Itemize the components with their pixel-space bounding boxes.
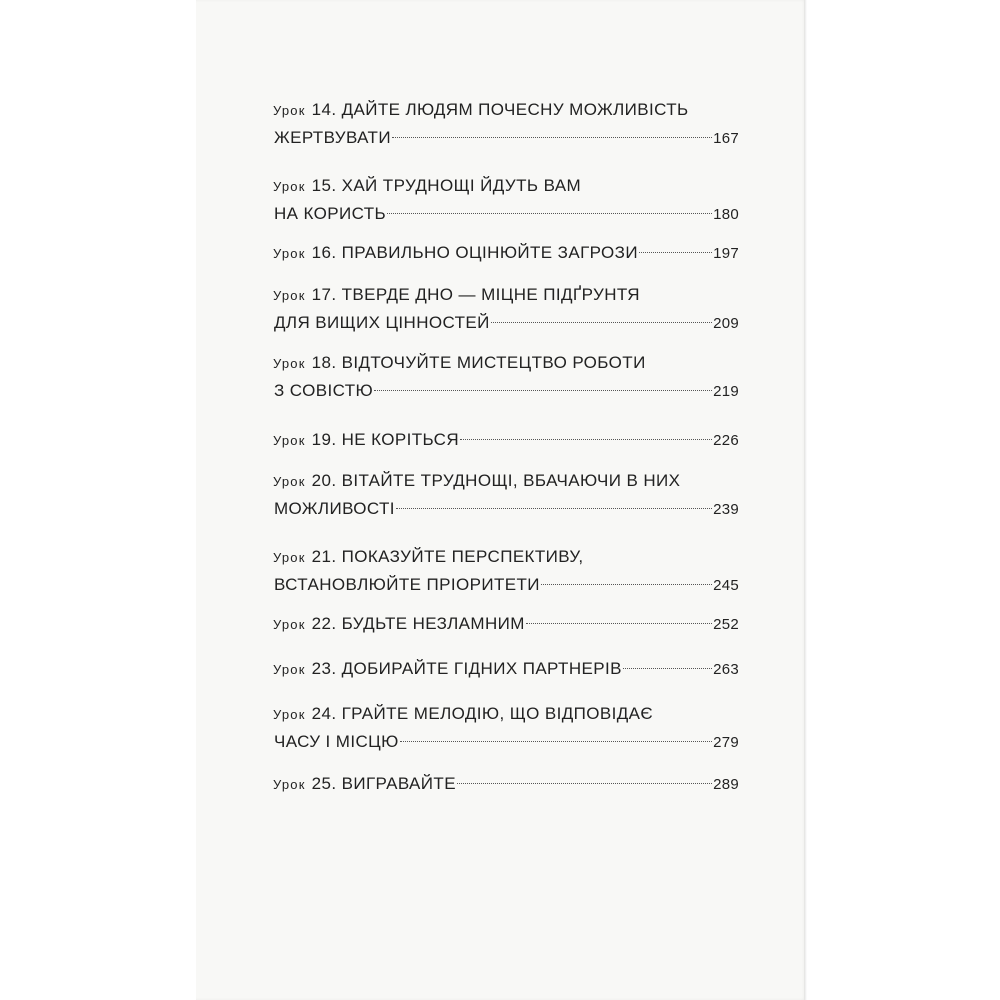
lesson-title-line2: МОЖЛИВОСТІ (274, 499, 395, 518)
dot-leader (541, 584, 712, 585)
toc-entry-lesson-15 (273, 172, 739, 228)
lesson-prefix: Урок (273, 707, 306, 722)
toc-entry-lesson-14 (273, 96, 739, 152)
lesson-title-line1: 20. ВІТАЙТЕ ТРУДНОЩІ, ВБАЧАЮЧИ В НИХ (311, 471, 681, 490)
toc-entry-lesson-24 (273, 700, 739, 756)
dot-leader (491, 322, 712, 323)
page-number: 245 (713, 577, 739, 594)
lesson-prefix: Урок (273, 288, 306, 303)
lesson-title-line2: ЧАСУ І МІСЦЮ (274, 732, 399, 751)
lesson-prefix: Урок (273, 550, 306, 565)
dot-leader (387, 213, 712, 214)
page-number: 252 (713, 616, 739, 633)
toc-entry-lesson-16 (273, 239, 739, 267)
page-number: 263 (713, 661, 739, 678)
dot-leader (526, 623, 712, 624)
toc-entry-lesson-20 (273, 467, 739, 523)
lesson-title-line1: 21. ПОКАЗУЙТЕ ПЕРСПЕКТИВУ, (311, 547, 584, 566)
lesson-title-line2: НА КОРИСТЬ (274, 204, 387, 223)
lesson-title-line1: 19. НЕ КОРІТЬСЯ (311, 430, 460, 449)
lesson-prefix: Урок (273, 356, 306, 371)
lesson-title-line1: 17. ТВЕРДЕ ДНО — МІЦНЕ ПІДҐРУНТЯ (311, 285, 640, 304)
lesson-title-line2: З СОВІСТЮ (274, 381, 374, 400)
dot-leader (639, 252, 712, 253)
page-number: 180 (713, 206, 739, 223)
lesson-prefix: Урок (273, 617, 306, 632)
page-number: 289 (713, 776, 739, 793)
page-edge (804, 0, 807, 1000)
lesson-title-line1: 23. ДОБИРАЙТЕ ГІДНИХ ПАРТНЕРІВ (311, 659, 622, 678)
toc-entry-lesson-18 (273, 349, 739, 405)
page-number: 167 (713, 130, 739, 147)
lesson-title-line1: 22. БУДЬТЕ НЕЗЛАМНИМ (311, 614, 525, 633)
dot-leader (392, 137, 712, 138)
dot-leader (396, 508, 712, 509)
dot-leader (460, 439, 712, 440)
lesson-prefix: Урок (273, 662, 306, 677)
page-number: 219 (713, 383, 739, 400)
page-number: 239 (713, 501, 739, 518)
lesson-title-line2: ВСТАНОВЛЮЙТЕ ПРІОРИТЕТИ (274, 575, 540, 594)
dot-leader (623, 668, 712, 669)
lesson-title-line1: 18. ВІДТОЧУЙТЕ МИСТЕЦТВО РОБОТИ (311, 353, 646, 372)
lesson-title-line1: 15. ХАЙ ТРУДНОЩІ ЙДУТЬ ВАМ (311, 176, 582, 195)
lesson-prefix: Урок (273, 103, 306, 118)
page-number: 209 (713, 315, 739, 332)
lesson-title-line1: 24. ГРАЙТЕ МЕЛОДІЮ, ЩО ВІДПОВІДАЄ (311, 704, 653, 723)
lesson-title-line1: 16. ПРАВИЛЬНО ОЦІНЮЙТЕ ЗАГРОЗИ (311, 243, 638, 262)
lesson-title-line1: 14. ДАЙТЕ ЛЮДЯМ ПОЧЕСНУ МОЖЛИВІСТЬ (311, 100, 689, 119)
lesson-title-line1: 25. ВИГРАВАЙТЕ (311, 774, 456, 793)
lesson-title-line2: ЖЕРТВУВАТИ (274, 128, 391, 147)
lesson-title-line2: ДЛЯ ВИЩИХ ЦІННОСТЕЙ (274, 313, 490, 332)
dot-leader (457, 783, 712, 784)
page-number: 197 (713, 245, 739, 262)
page-number: 279 (713, 734, 739, 751)
toc-entry-lesson-25 (273, 770, 739, 798)
page-number: 226 (713, 432, 739, 449)
lesson-prefix: Урок (273, 246, 306, 261)
toc-entry-lesson-17 (273, 281, 739, 337)
lesson-prefix: Урок (273, 474, 306, 489)
toc-entry-lesson-21 (273, 543, 739, 599)
dot-leader (374, 390, 712, 391)
lesson-prefix: Урок (273, 777, 306, 792)
toc-entry-lesson-22 (273, 610, 739, 638)
dot-leader (400, 741, 712, 742)
toc-entry-lesson-23 (273, 655, 739, 683)
lesson-prefix: Урок (273, 179, 306, 194)
lesson-prefix: Урок (273, 433, 306, 448)
toc-entry-lesson-19 (273, 426, 739, 454)
